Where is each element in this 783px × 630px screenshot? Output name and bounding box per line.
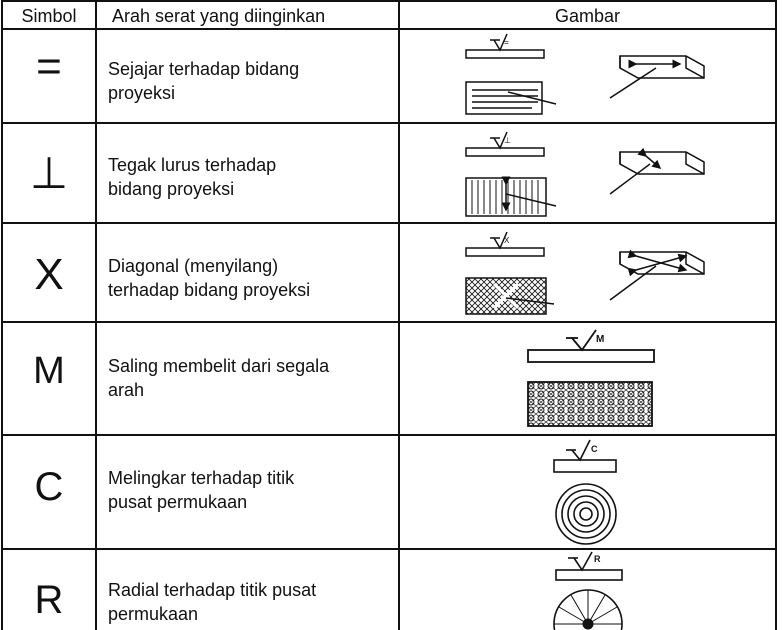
row-1-desc-line1: Sejajar terhadap bidang — [108, 59, 300, 79]
figure-crossed-lay — [460, 228, 720, 320]
row-2-desc-line2: bidang proyeksi — [108, 179, 235, 199]
row-3-desc-line2: terhadap bidang proyeksi — [108, 280, 311, 300]
figure-perpendicular-lay — [460, 128, 720, 220]
row-4-description — [108, 354, 398, 402]
row-5-description — [108, 466, 398, 514]
row-6-desc-line2: permukaan — [108, 604, 199, 624]
row-5-desc-line1: Melingkar terhadap titik — [108, 468, 295, 488]
row-2-symbol: ⊥ — [29, 149, 69, 198]
row-4-symbol: M — [33, 350, 65, 392]
row-1-symbol: = — [36, 42, 62, 91]
header-direction: Arah serat yang diinginkan — [112, 6, 326, 26]
figure-multidirectional-lay — [516, 326, 666, 432]
row-6-description — [108, 578, 398, 626]
row-3-symbol: X — [34, 250, 64, 299]
row-2-desc-line1: Tegak lurus terhadap — [108, 155, 277, 175]
mark-radial: R — [594, 554, 601, 564]
header-symbol: Simbol — [21, 6, 77, 26]
mark-circular: C — [591, 444, 598, 454]
row-3-description — [108, 254, 398, 302]
row-2-description — [108, 153, 398, 201]
figure-parallel-lay — [460, 30, 720, 122]
figure-radial-lay — [548, 550, 632, 630]
mark-multidirectional: M — [596, 334, 605, 345]
mark-parallel: = — [504, 38, 509, 47]
mark-crossed: X — [504, 236, 510, 245]
row-4-desc-line2: arah — [108, 380, 145, 400]
row-6-symbol: R — [34, 578, 64, 622]
row-3-desc-line1: Diagonal (menyilang) — [108, 256, 279, 276]
figure-circular-lay — [548, 436, 626, 548]
row-5-desc-line2: pusat permukaan — [108, 492, 248, 512]
row-1-desc-line2: proyeksi — [108, 83, 176, 103]
row-5-symbol: C — [34, 465, 64, 509]
mark-perpendicular: ⊥ — [504, 136, 511, 145]
row-6-desc-line1: Radial terhadap titik pusat — [108, 580, 317, 600]
header-figure: Gambar — [554, 6, 621, 26]
row-1-description — [108, 57, 398, 105]
row-4-desc-line1: Saling membelit dari segala — [108, 356, 330, 376]
